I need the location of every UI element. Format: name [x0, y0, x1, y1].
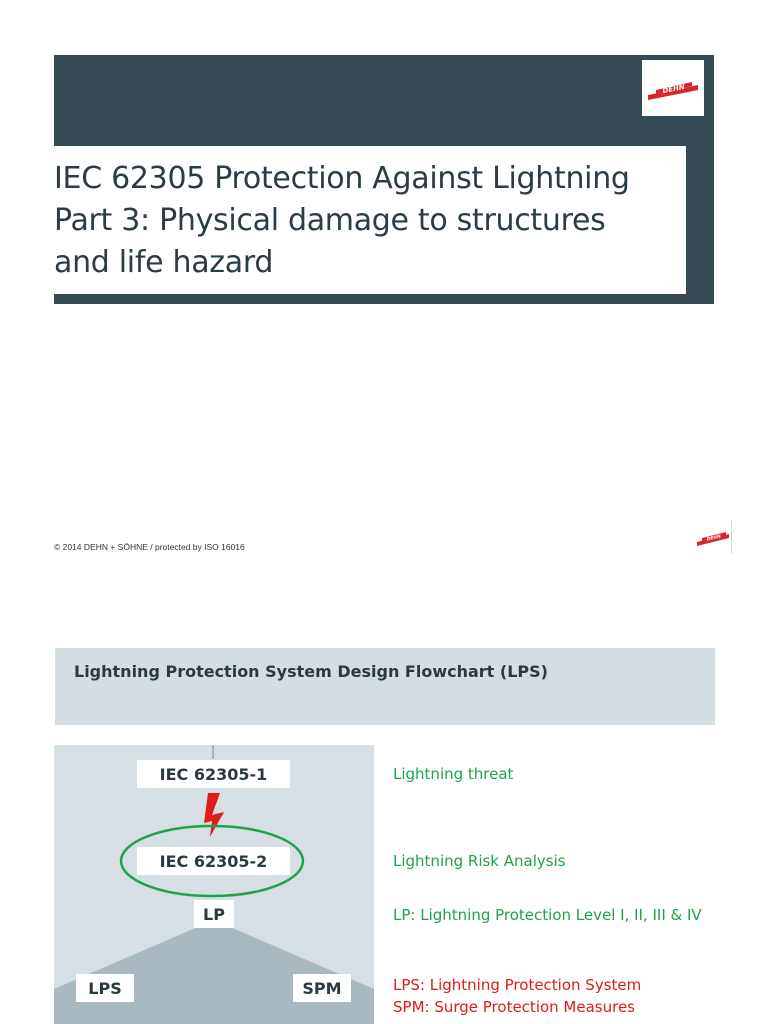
box-lp: LP: [194, 900, 234, 928]
structure-shape: [54, 920, 374, 1024]
dehn-logo: [642, 60, 704, 116]
title-line-2: Part 3: Physical damage to structures: [54, 203, 606, 238]
lightning-bolt-icon: [204, 793, 224, 837]
slide2-header: [55, 648, 715, 725]
note-lightning-threat: Lightning threat: [393, 765, 514, 783]
dehn-logo-icon: [646, 73, 700, 103]
box-lps: LPS: [76, 974, 134, 1002]
note-lps: LPS: Lightning Protection System: [393, 976, 642, 994]
footer-logo-icon: [696, 527, 730, 547]
title-line-1: IEC 62305 Protection Against Lightning: [54, 161, 630, 196]
note-protection-level: LP: Lightning Protection Level I, II, III & IV: [393, 906, 702, 924]
note-spm: SPM: Surge Protection Measures: [393, 998, 635, 1016]
box-iec-62305-2: IEC 62305-2: [137, 847, 290, 875]
box-spm: SPM: [293, 974, 351, 1002]
footer-logo-wordmark: DEHN: [706, 534, 722, 543]
copyright-notice: © 2014 DEHN + SÖHNE / protected by ISO 16016: [54, 542, 245, 552]
page-title: [54, 158, 684, 284]
box-iec-62305-1: IEC 62305-1: [137, 760, 290, 788]
slide2-title: Lightning Protection System Design Flowchart (LPS): [74, 662, 548, 681]
footer-dehn-logo: [695, 520, 732, 554]
title-line-3: and life hazard: [54, 245, 274, 280]
note-risk-analysis: Lightning Risk Analysis: [393, 852, 566, 870]
logo-wordmark: DEHN: [661, 82, 686, 96]
